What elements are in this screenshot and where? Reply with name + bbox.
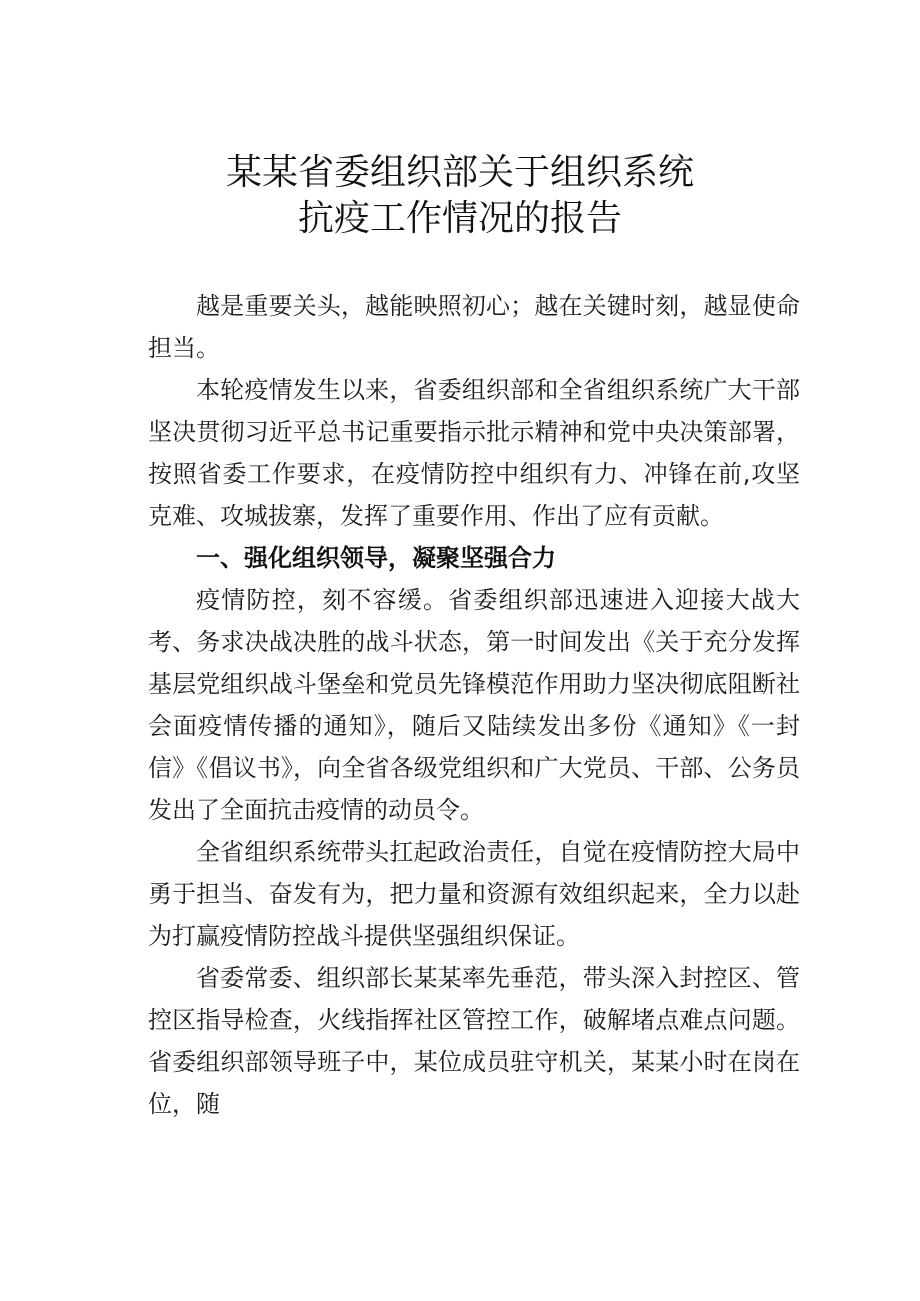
document-title	[0, 150, 920, 242]
title-line-1: 某某省委组织部关于组织系统	[225, 152, 694, 193]
document-body	[148, 285, 800, 1125]
title-line-2: 抗疫工作情况的报告	[297, 198, 622, 239]
paragraph-intro: 越是重要关头，越能映照初心；越在关键时刻，越显使命担当。	[148, 292, 800, 362]
section-1-paragraph: 全省组织系统带头扛起政治责任，自觉在疫情防控大局中勇于担当、奋发有为，把力量和资源有效组织起来，全力以赴为打赢疫情防控战斗提供坚强组织保证。	[148, 838, 800, 950]
paragraph-overview: 本轮疫情发生以来，省委组织部和全省组织系统广大干部坚决贯彻习近平总书记重要指示批示精神和党中央决策部署，按照省委工作要求，在疫情防控中组织有力、冲锋在前,攻坚克难、攻城拔寨，发挥了重要作用、作出了应有贡献。	[148, 376, 800, 530]
section-1-paragraph: 省委常委、组织部长某某率先垂范，带头深入封控区、管控区指导检查，火线指挥社区管控工作，破解堵点难点问题。省委组织部领导班子中，某位成员驻守机关，某某小时在岗在位，随	[148, 964, 800, 1118]
section-heading-1: 一、强化组织领导，凝聚坚强合力	[196, 544, 556, 572]
section-1-paragraph: 疫情防控，刻不容缓。省委组织部迅速进入迎接大战大考、务求决战决胜的战斗状态，第一时间发出《关于充分发挥基层党组织战斗堡垒和党员先锋模范作用助力坚决彻底阻断社会面疫情传播的通知》，随后又陆续发出多份《通知》《一封信》《倡议书》，向全省各级党组织和广大党员、干部、公务员发出了全面抗击疫情的动员令。	[148, 586, 800, 824]
